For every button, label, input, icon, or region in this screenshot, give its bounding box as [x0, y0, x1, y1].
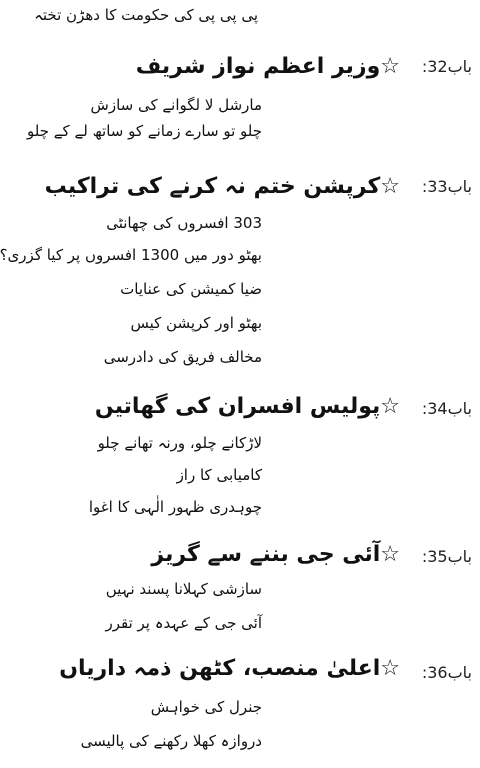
chapter-34-item-1: لاڑکانے چلو، ورنہ تھانے چلو [97, 434, 262, 452]
chapter-title-36: ☆اعلیٰ منصب، کٹھن ذمہ داریاں [59, 656, 400, 681]
chapter-label-33: باب33: [421, 177, 472, 196]
chapter-36-item-2: دروازہ کھلا رکھنے کی پالیسی [80, 732, 262, 750]
chapter-35-item-1: سازشی کہلانا پسند نہیں [105, 580, 262, 598]
chapter-32-item-2: چلو تو سارے زمانے کو ساتھ لے کے چلو [27, 122, 262, 140]
chapter-title-35: ☆آئی جی بننے سے گریز [151, 542, 400, 567]
chapter-34-item-3: چوہدری ظہور الٰہی کا اغوا [88, 498, 262, 516]
chapter-title-34: ☆پولیس افسران کی گھاتیں [94, 394, 400, 419]
chapter-label-36: باب36: [421, 663, 472, 682]
chapter-33-item-2: بھٹو دور میں 1300 افسروں پر کیا گزری؟ [0, 246, 262, 264]
chapter-32-item-1: مارشل لا لگوانے کی سازش [90, 96, 262, 114]
chapter-label-34: باب34: [421, 399, 472, 418]
chapter-label-32: باب32: [421, 57, 472, 76]
chapter-33-item-5: مخالف فریق کی دادرسی [103, 348, 262, 366]
intro-item: پی پی پی کی حکومت کا دھڑن تختہ [34, 6, 258, 24]
chapter-33-item-3: ضیا کمیشن کی عنایات [120, 280, 262, 298]
chapter-35-item-2: آئی جی کے عہدہ پر تقرر [105, 614, 262, 632]
chapter-33-item-4: بھٹو اور کرپشن کیس [130, 314, 262, 332]
chapter-36-item-1: جنرل کی خواہش [150, 698, 262, 716]
chapter-34-item-2: کامیابی کا راز [176, 466, 262, 484]
chapter-title-33: ☆کرپشن ختم نہ کرنے کی تراکیب [44, 174, 400, 199]
chapter-title-32: ☆وزیر اعظم نواز شریف [135, 54, 400, 79]
chapter-33-item-1: 303 افسروں کی چھانٹی [106, 214, 262, 232]
chapter-label-35: باب35: [421, 547, 472, 566]
